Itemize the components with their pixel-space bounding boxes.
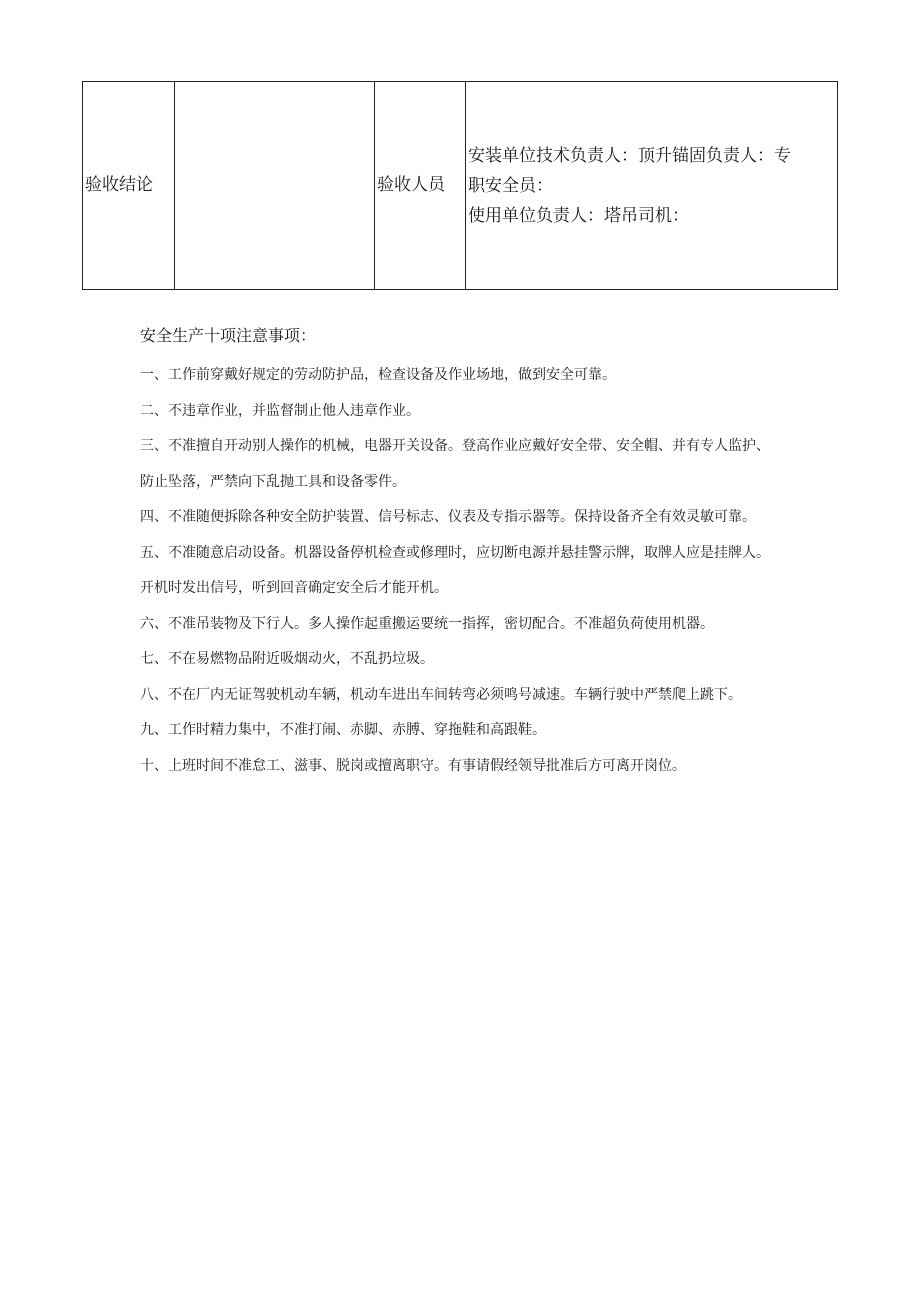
safety-notes-title: 安全生产十项注意事项： xyxy=(140,326,317,345)
conclusion-value-cell xyxy=(175,82,375,290)
safety-note-line: 十、上班时间不准怠工、滋事、脱岗或擅离职守。有事请假经领导批准后方可离开岗位。 xyxy=(140,757,686,774)
safety-note-line: 七、不在易燃物品附近吸烟动火，不乱扔垃圾。 xyxy=(140,651,434,667)
inspectors-line-3: 使用单位负责人：塔吊司机： xyxy=(468,205,689,226)
safety-note-line: 二、不违章作业，并监督制止他人违章作业。 xyxy=(140,402,420,419)
inspectors-line-1: 安装单位技术负责人：顶升锚固负责人：专 xyxy=(468,145,791,166)
safety-note-line: 六、不准吊装物及下行人。多人操作起重搬运要统一指挥，密切配合。不准超负荷使用机器。 xyxy=(140,615,714,632)
safety-note-line: 开机时发出信号，听到回音确定安全后才能开机。 xyxy=(140,580,448,596)
safety-note-line: 五、不准随意启动设备。机器设备停机检查或修理时，应切断电源并悬挂警示牌，取牌人应是挂牌人。 xyxy=(140,544,770,561)
inspectors-value-cell xyxy=(466,82,838,290)
safety-note-line: 四、不准随便拆除各种安全防护装置、信号标志、仪表及专指示器等。保持设备齐全有效灵敏可靠。 xyxy=(140,509,756,525)
safety-note-line: 九、工作时精力集中，不准打闹、赤脚、赤膊、穿拖鞋和高跟鞋。 xyxy=(140,722,546,738)
inspectors-label: 验收人员 xyxy=(377,175,445,196)
safety-note-line: 八、不在厂内无证驾驶机动车辆，机动车进出车间转弯必须鸣号减速。车辆行驶中严禁爬上跳下。 xyxy=(140,686,742,703)
safety-note-line: 防止坠落，严禁向下乱抛工具和设备零件。 xyxy=(140,473,406,490)
conclusion-label-cell xyxy=(83,82,175,290)
inspectors-line-2: 职安全员： xyxy=(468,175,553,196)
acceptance-row xyxy=(83,82,838,290)
acceptance-table xyxy=(82,81,838,290)
safety-notes-list xyxy=(140,358,840,784)
safety-note-line: 三、不准擅自开动别人操作的机械，电器开关设备。登高作业应戴好安全带、安全帽、并有专人监护、 xyxy=(140,438,770,454)
safety-notes-section xyxy=(140,325,840,784)
conclusion-label: 验收结论 xyxy=(85,175,153,196)
inspectors-label-cell xyxy=(375,82,466,290)
safety-note-line: 一、工作前穿戴好规定的劳动防护品，检查设备及作业场地，做到安全可靠。 xyxy=(140,367,616,383)
